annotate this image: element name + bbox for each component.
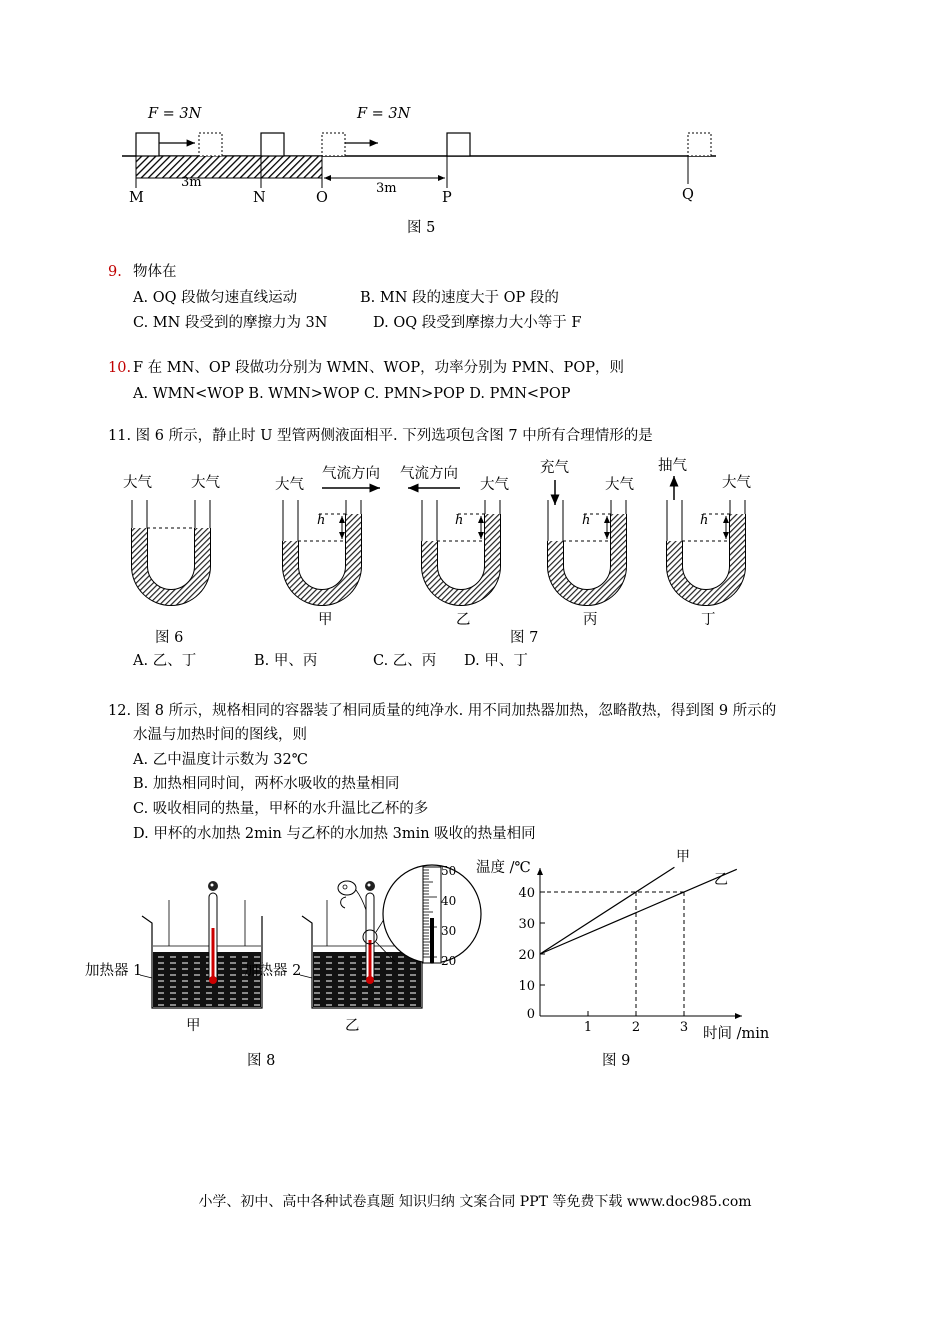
series-label-jia: 甲 xyxy=(676,849,690,865)
q12-option-d: D. 甲杯的水加热 2min 与乙杯的水加热 3min 吸收的热量相同 xyxy=(133,826,536,842)
q10-stem: F 在 MN、OP 段做功分别为 WMN、WOP，功率分别为 PMN、POP，则 xyxy=(133,360,624,376)
q12-option-c: C. 吸收相同的热量，甲杯的水升温比乙杯的多 xyxy=(133,801,429,817)
y-tick-label: 20 xyxy=(518,948,535,963)
jia-airflow-label: 气流方向 xyxy=(322,466,380,482)
x-tick-label: 2 xyxy=(631,1020,641,1035)
y-tick-label: 30 xyxy=(518,917,535,932)
fig5-caption: 图 5 xyxy=(407,220,436,236)
y-tick-label: 10 xyxy=(518,979,535,994)
q11-stem: 11. 图 6 所示，静止时 U 型管两侧液面相平. 下列选项包含图 7 中所有合理情形的是 xyxy=(108,428,653,444)
q12-stem-line1: 12. 图 8 所示，规格相同的容器装了相同质量的纯净水. 用不同加热器加热，忽略散热，得到图 9 所示的 xyxy=(108,703,777,719)
scale-label-30: 30 xyxy=(441,924,457,938)
fig7-caption: 图 7 xyxy=(510,630,539,646)
fig6-atm-left: 大气 xyxy=(123,475,152,491)
fig5-point-m: M xyxy=(129,190,144,206)
q10-number: 10. xyxy=(108,360,132,376)
fig8-caption: 图 8 xyxy=(247,1053,276,1069)
series-line-yi xyxy=(540,869,737,954)
q9-option-d: D. OQ 段受到摩擦力大小等于 F xyxy=(373,315,582,331)
x-tick-label: 0 xyxy=(526,1007,535,1022)
jia-h: h xyxy=(317,513,326,528)
chart-x-axis-label: 时间 /min xyxy=(703,1026,770,1042)
q12-option-a: A. 乙中温度计示数为 32℃ xyxy=(133,752,308,768)
scale-label-40: 40 xyxy=(441,894,457,908)
q11-option-b: B. 甲、丙 xyxy=(254,653,318,669)
q9-number: 9. xyxy=(108,264,122,280)
q12-option-b: B. 加热相同时间，两杯水吸收的热量相同 xyxy=(133,776,400,792)
fig6-atm-right: 大气 xyxy=(191,475,220,491)
heater-1-label: 加热器 1 xyxy=(85,963,143,979)
q9-option-c: C. MN 段受到的摩擦力为 3N xyxy=(133,315,328,331)
fig5-force-left: F = 3N xyxy=(148,106,202,122)
yi-h: h xyxy=(455,513,464,528)
ding-h: h xyxy=(700,513,709,528)
page-footer: 小学、初中、高中各种试卷真题 知识归纳 文案合同 PPT 等免费下载 www.doc985.com xyxy=(198,1194,752,1210)
x-tick-label: 3 xyxy=(679,1020,689,1035)
bing-inflate-label: 充气 xyxy=(540,460,569,476)
q11-option-c: C. 乙、丙 xyxy=(373,653,437,669)
q9-option-a: A. OQ 段做匀速直线运动 xyxy=(133,290,298,306)
fig5-point-q: Q xyxy=(682,187,694,203)
ding-pump-label: 抽气 xyxy=(658,458,687,474)
q12-stem-line2: 水温与加热时间的图线，则 xyxy=(133,727,307,743)
q11-option-a: A. 乙、丁 xyxy=(133,653,197,669)
bing-h: h xyxy=(582,513,591,528)
fig7-label-jia: 甲 xyxy=(318,612,333,628)
chart-y-axis-label: 温度 /℃ xyxy=(476,860,531,876)
scale-label-50: 50 xyxy=(441,864,457,878)
fig7-label-yi: 乙 xyxy=(456,612,471,628)
ding-atm: 大气 xyxy=(722,475,751,491)
jia-atm: 大气 xyxy=(275,477,304,493)
fig5-force-right: F = 3N xyxy=(357,106,411,122)
y-tick-label: 40 xyxy=(518,886,535,901)
fig5-point-n: N xyxy=(253,190,266,206)
fig5-point-p: P xyxy=(442,190,452,206)
fig5-distance-mn: 3m xyxy=(181,175,202,190)
fig5-point-o: O xyxy=(316,190,328,206)
series-line-jia xyxy=(540,867,674,954)
fig6-caption: 图 6 xyxy=(155,630,184,646)
fig7-label-ding: 丁 xyxy=(701,612,716,628)
yi-airflow-label: 气流方向 xyxy=(400,466,458,482)
q11-option-d: D. 甲、丁 xyxy=(464,653,528,669)
q9-stem: 物体在 xyxy=(133,264,177,280)
bing-atm: 大气 xyxy=(605,477,634,493)
q10-options: A. WMN<WOP B. WMN>WOP C. PMN>POP D. PMN<POP xyxy=(133,386,571,402)
fig5-distance-op: 3m xyxy=(376,181,397,196)
yi-atm: 大气 xyxy=(480,477,509,493)
q9-option-b: B. MN 段的速度大于 OP 段的 xyxy=(360,290,559,306)
fig9-caption: 图 9 xyxy=(602,1053,631,1069)
series-label-yi: 乙 xyxy=(714,872,728,888)
beaker-label-yi: 乙 xyxy=(345,1018,360,1034)
fig7-label-bing: 丙 xyxy=(583,612,598,628)
x-tick-label: 1 xyxy=(583,1020,593,1035)
scale-label-20: 20 xyxy=(441,954,457,968)
heater-2-label: 加热器 2 xyxy=(244,963,302,979)
beaker-label-jia: 甲 xyxy=(186,1018,201,1034)
